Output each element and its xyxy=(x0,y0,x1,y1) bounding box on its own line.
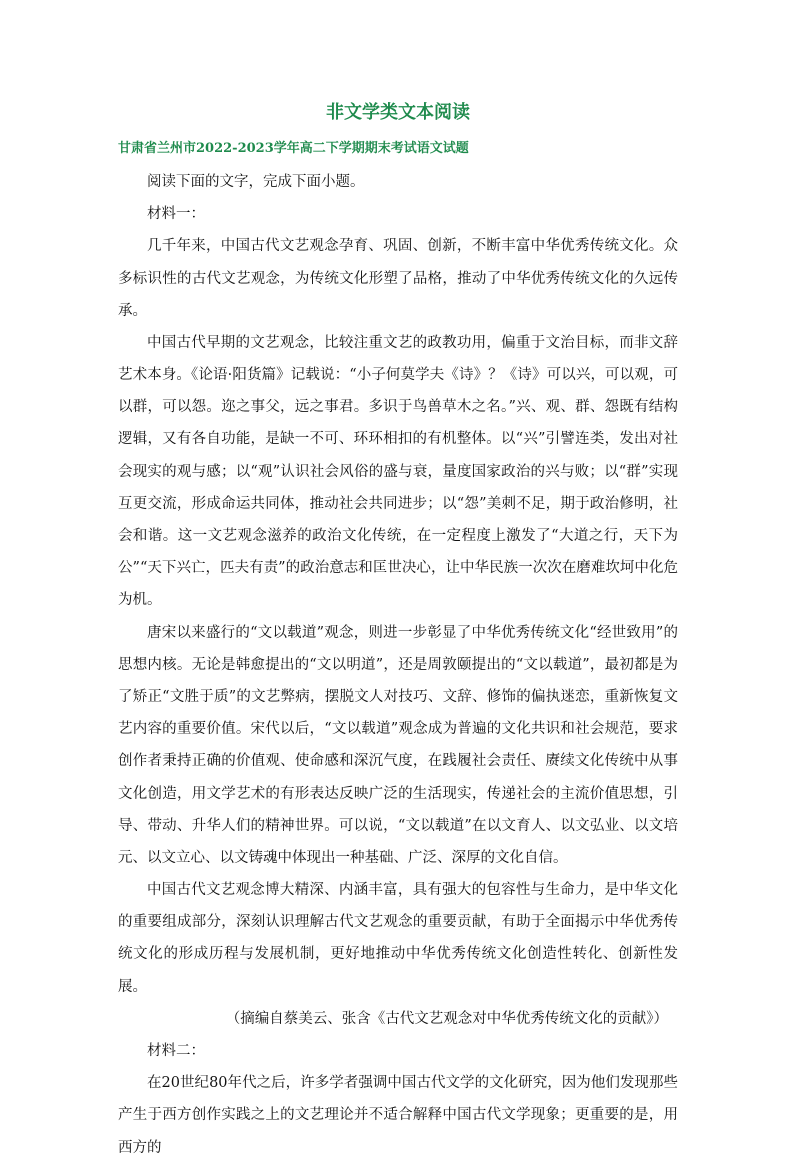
material2-label: 材料二： xyxy=(147,1043,205,1060)
document-title: 非文学类文本阅读 xyxy=(326,102,470,123)
instruction: 阅读下面的文字，完成下面小题。 xyxy=(147,173,365,190)
paragraph: 中国古代早期的文艺观念，比较注重文艺的政教功用，偏重于文治目标，而非文辞艺术本身。《论语·阳货篇》记载说：“小子何莫学夫《诗》？《诗》可以兴，可以观，可以群，可以怨。迩之事父，远之事君。多识于鸟兽草木之名。”兴、观、群、怨既有结构逻辑，又有各自功能，是缺一不可、环环相扣的有机整体。以“兴”引譬连类，发出对社会现实的观与感；以“观”认识社会风俗的盛与衰，量度国家政治的兴与败；以“群”实现互更交流，形成命运共同体，推动社会共同进步；以“怨”美刺不足，期于政治修明，社会和谐。这一文艺观念滋养的政治文化传统，在一定程度上激发了“大道之行，天下为公”“天下兴亡，匹夫有责”的政治意志和匡世决心，让中华民族一次次在磨难坎坷中化危为机。 xyxy=(118,334,678,609)
paragraph: 中国古代文艺观念博大精深、内涵丰富，具有强大的包容性与生命力，是中华文化的重要组成部分，深刻认识理解古代文艺观念的重要贡献，有助于全面揭示中华优秀传统文化的形成历程与发展机制，更好地推动中华优秀传统文化创造性转化、创新性发展。 xyxy=(118,882,678,995)
paragraph: 唐宋以来盛行的“文以载道”观念，则进一步彰显了中华优秀传统文化“经世致用”的思想内核。无论是韩愈提出的“文以明道”，还是周敦颐提出的“文以载道”，最初都是为了矫正“文胜于质”的文艺弊病，摆脱文人对技巧、文辞、修饰的偏执迷恋，重新恢复文艺内容的重要价值。宋代以后，“文以载道”观念成为普遍的文化共识和社会规范，要求创作者秉持正确的价值观、使命感和深沉气度，在践履社会责任、赓续文化传统中从事文化创造，用文学艺术的有形表达反映广泛的生活现实，传递社会的主流价值思想，引导、带动、升华人们的精神世界。可以说，“文以载道”在以文育人、以文弘业、以文培元、以文立心、以文铸魂中体现出一种基础、广泛、深厚的文化自信。 xyxy=(118,624,678,866)
citation: （摘编自蔡美云、张含《古代文艺观念对中华优秀传统文化的贡献》） xyxy=(225,1010,668,1027)
material1-label: 材料一： xyxy=(147,206,205,223)
paragraph: 在20世纪80年代之后，许多学者强调中国古代文学的文化研究，因为他们发现那些产生于西方创作实践之上的文艺理论并不适合解释中国古代文学现象；更重要的是，用西方的 xyxy=(118,1075,678,1156)
paragraph: 几千年来，中国古代文艺观念孕育、巩固、创新，不断丰富中华优秀传统文化。众多标识性的古代文艺观念，为传统文化形塑了品格，推动了中华优秀传统文化的久远传承。 xyxy=(118,238,678,319)
document-page xyxy=(118,100,678,1164)
source-line: 甘肃省兰州市2022-2023学年高二下学期期末考试语文试题 xyxy=(118,141,469,157)
